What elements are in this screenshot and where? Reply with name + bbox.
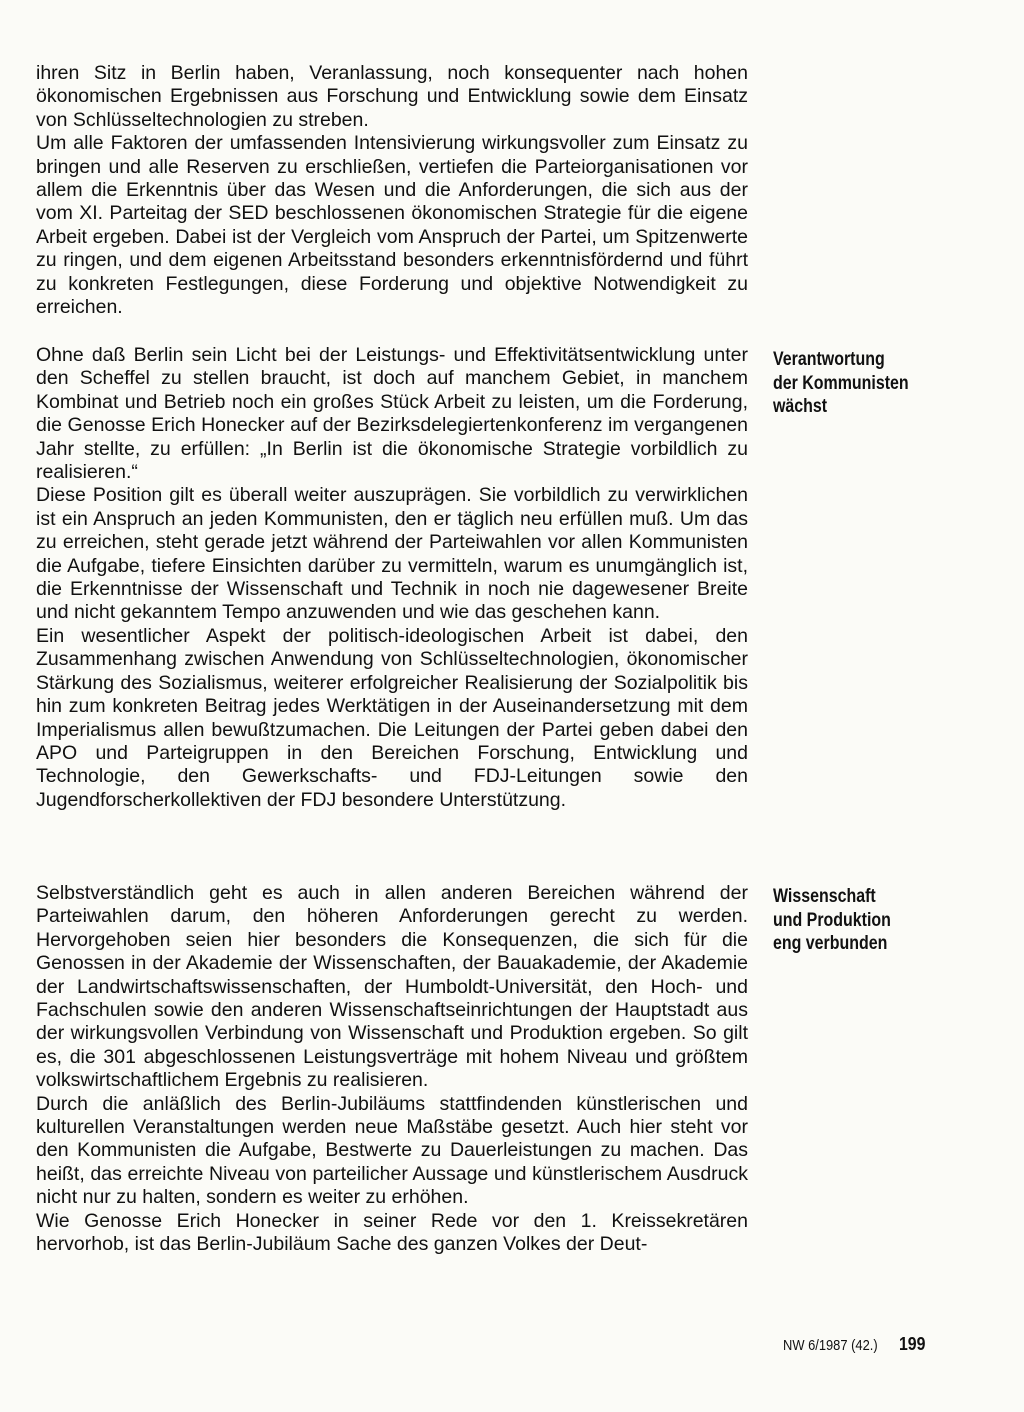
margin-heading-line: Wissenschaft [773, 886, 876, 907]
paragraph: Durch die anläßlich des Berlin-Jubiläums stattfindenden künstlerischen und kulturellen Veranstaltungen werden neue Maßstäbe gesetzt. Auch hier steht vor den Kommunisten die Aufgabe, Bestwerte zu Dauerleistungen zu machen. Das heißt, das erreichte Niveau von parteilicher Aussage und künstlerischem Ausdruck nicht nur zu halten, sondern es weiter zu erhöhen. [36, 1092, 748, 1209]
margin-heading-line: wächst [773, 396, 828, 417]
margin-heading-verantwortung [773, 348, 941, 419]
margin-heading-line: der Kommunisten [773, 372, 909, 394]
paragraph: Wie Genosse Erich Honecker in seiner Rede vor den 1. Kreissekretären hervorhob, ist das Berlin-Jubiläum Sache des ganzen Volkes der Deut- [36, 1209, 748, 1256]
text-section-2 [36, 344, 748, 812]
margin-heading-line: Verantwortung [773, 349, 885, 370]
paragraph: Diese Position gilt es überall weiter auszuprägen. Sie vorbildlich zu verwirklichen ist ein Anspruch an jeden Kommunisten, den er täglich neu erfüllen muß. Um das zu erreichen, steht gerade jetzt während der Parteiwahlen vor allen Kommunisten die Aufgabe, tiefere Einsichten darüber zu vermitteln, warum es unumgänglich ist, die Erkenntnisse der Wissenschaft und Technik in noch nie dagewesener Breite und nicht gekanntem Tempo anzuwenden und wie das geschehen kann. [36, 484, 748, 624]
paragraph: ihren Sitz in Berlin haben, Veranlassung, noch konsequenter nach hohen ökonomischen Ergebnissen aus Forschung und Entwicklung sowie dem Einsatz von Schlüsseltechnologien zu streben. [36, 62, 748, 131]
page-number: 199 [899, 1334, 926, 1354]
page-footer [783, 1334, 926, 1355]
text-section-3 [36, 882, 748, 1257]
text-section-1 [36, 62, 748, 319]
journal-reference: NW 6/1987 (42.) [783, 1337, 878, 1354]
paragraph: Um alle Faktoren der umfassenden Intensivierung wirkungsvoller zum Einsatz zu bringen und alle Reserven zu erschließen, vertiefen die Parteiorganisationen vor allem die Erkenntnis über das Wesen und die Anforderungen, die sich aus der vom XI. Parteitag der SED beschlossenen ökonomischen Strategie für die eigene Arbeit ergeben. Dabei ist der Vergleich vom Anspruch der Partei, um Spitzenwerte zu ringen, und dem eigenen Arbeitsstand besonders erkenntnisfördernd und führt zu konkreten Festlegungen, diese Forderung und objektive Notwendigkeit zu erreichen. [36, 132, 748, 319]
margin-heading-line: eng verbunden [773, 933, 888, 954]
margin-heading-line: und Produktion [773, 909, 891, 931]
paragraph: Ein wesentlicher Aspekt der politisch-ideologischen Arbeit ist dabei, den Zusammenhang zwischen Anwendung von Schlüsseltechnologien, ökonomischer Stärkung des Sozialismus, weiterer erfolgreicher Realisierung der Sozialpolitik bis hin zum konkreten Beitrag jedes Werktätigen in der Auseinandersetzung mit dem Imperialismus allen bewußtzumachen. Die Leitungen der Partei geben dabei den APO und Parteigruppen in den Bereichen Forschung, Entwicklung und Technologie, den Gewerkschafts- und FDJ-Leitungen sowie den Jugendforscherkollektiven der FDJ besondere Unterstützung. [36, 624, 748, 811]
paragraph: Selbstverständlich geht es auch in allen anderen Bereichen während der Parteiwahlen darum, den höheren Anforderungen gerecht zu werden. Hervorgehoben seien hier besonders die Konsequenzen, die sich für die Genossen in der Akademie der Wissenschaften, der Bauakademie, der Akademie der Landwirtschaftswissenschaften, der Humboldt-Universität, den Hoch- und Fachschulen sowie den anderen Wissenschaftseinrichtungen der Hauptstadt aus der wirkungsvollen Verbindung von Wissenschaft und Produktion ergeben. So gilt es, die 301 abgeschlossenen Leistungsverträge mit hohem Niveau und größtem volkswirtschaftlichem Ergebnis zu realisieren. [36, 882, 748, 1092]
paragraph: Ohne daß Berlin sein Licht bei der Leistungs- und Effektivitätsentwicklung unter den Scheffel zu stellen braucht, ist doch auf manchem Gebiet, in manchem Kombinat und Betrieb noch ein großes Stück Arbeit zu leisten, um die Forderung, die Genosse Erich Honecker auf der Bezirksdelegiertenkonferenz im vergangenen Jahr stellte, zu erfüllen: „In Berlin ist die ökonomische Strategie vorbildlich zu realisieren.“ [36, 344, 748, 484]
margin-heading-wissenschaft [773, 885, 941, 956]
